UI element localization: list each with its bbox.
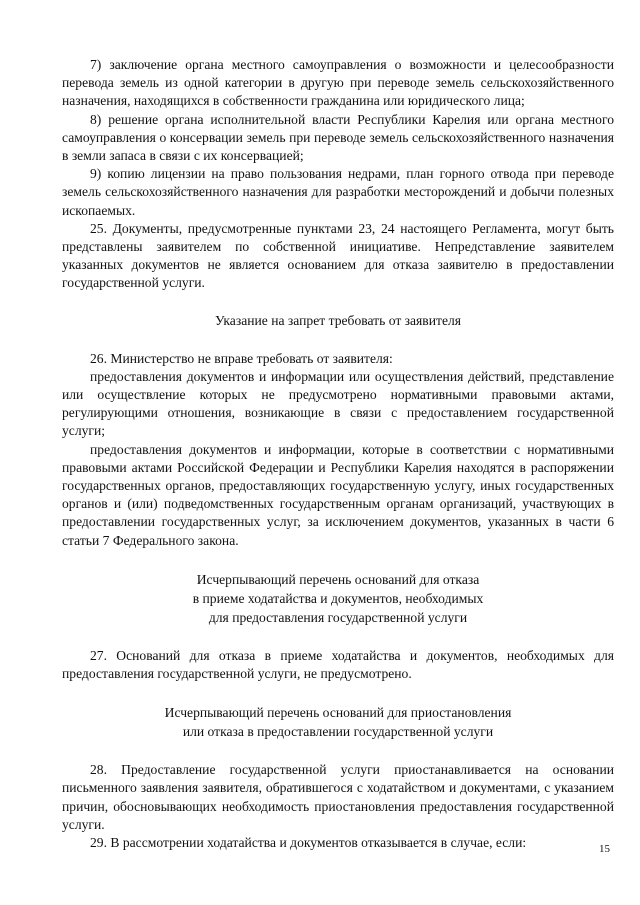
section-heading-prohibition: Указание на запрет требовать от заявителя xyxy=(214,312,462,328)
heading-line: для предоставления государственной услуги xyxy=(208,609,468,625)
heading-line: Исчерпывающий перечень оснований для отказа xyxy=(196,571,480,587)
paragraph-26: 26. Министерство не вправе требовать от заявителя: xyxy=(90,350,393,366)
section-heading-refusal-acceptance xyxy=(62,570,614,627)
heading-line: Исчерпывающий перечень оснований для приостановления xyxy=(164,705,512,721)
paragraph-28: 28. Предоставление государственной услуги приостанавливается на основании письменного заявления заявителя, обратившегося с ходатайством и документами, с указанием причин, обосновывающих необходимость приостановления предоставления государственной услуги. xyxy=(62,762,614,832)
paragraph-25: 25. Документы, предусмотренные пунктами 23, 24 настоящего Регламента, могут быть представлены заявителем по собственной инициативе. Непредставление заявителем указанных документов не является основанием для отказа заявителю в предоставлении государственной услуги. xyxy=(62,220,614,291)
heading-line: в приеме ходатайства и документов, необходимых xyxy=(192,590,484,606)
paragraph-item-9: 9) копию лицензии на право пользования недрами, план горного отвода при переводе земель сельскохозяйственного назначения для разработки месторождений и добычи полезных ископаемых. xyxy=(62,166,614,218)
paragraph-27: 27. Оснований для отказа в приеме ходатайства и документов, необходимых для предоставления государственной услуги, не предусмотрено. xyxy=(62,647,614,682)
heading-line: или отказа в предоставлении государственной услуги xyxy=(182,724,494,740)
document-page xyxy=(62,56,614,852)
paragraph-item-7: 7) заключение органа местного самоуправления о возможности и целесообразности перевода земель из одной категории в другую при переводе земель сельскохозяйственного назначения, находящихся в собственности гражданина или юридического лица; xyxy=(62,57,614,109)
page-number: 15 xyxy=(599,843,610,855)
paragraph-29: 29. В рассмотрении ходатайства и документов отказывается в случае, если: xyxy=(90,835,527,851)
paragraph-item-8: 8) решение органа исполнительной власти Республики Карелия или органа местного самоуправления о консервации земель при переводе земель сельскохозяйственного назначения в земли запаса в связи с их консервацией; xyxy=(62,111,614,164)
paragraph-26-item-2: предоставления документов и информации, которые в соответствии с нормативными правовыми актами Российской Федерации и Республики Карелия находятся в распоряжении государственных органов, предоставляющих государственную услугу, иных государственных органов и (или) подведомственных государственным органам организаций, участвующих в предоставлении государственных услуг, за исключением документов, указанных в части 6 статьи 7 Федерального закона. xyxy=(62,441,614,548)
section-heading-suspension xyxy=(62,703,614,741)
paragraph-26-item-1: предоставления документов и информации или осуществления действий, представление или осуществление которых не предусмотрено нормативными правовыми актами, регулирующими отношения, возникающие в связи с предоставлением государственной услуги; xyxy=(62,368,614,439)
